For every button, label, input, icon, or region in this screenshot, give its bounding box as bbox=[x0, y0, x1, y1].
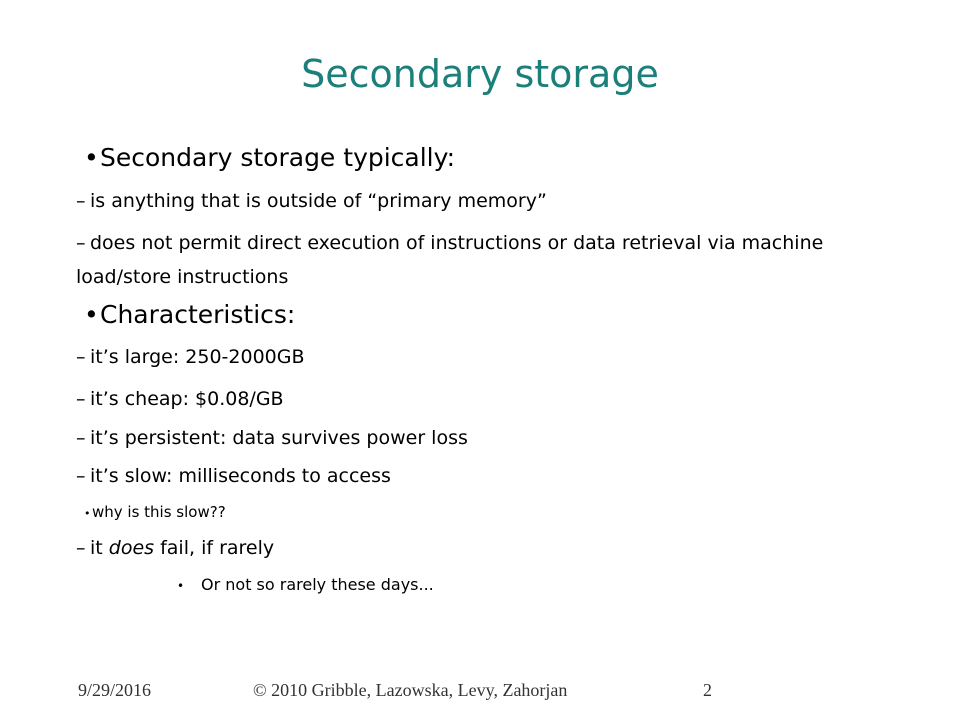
sub-item-text: is anything that is outside of “primary memory” bbox=[90, 190, 547, 212]
dash-icon: – bbox=[76, 537, 86, 559]
dash-icon: – bbox=[76, 190, 86, 212]
sub-sub-bullet-not-rarely bbox=[177, 575, 434, 594]
sub-bullet-text: why is this slow?? bbox=[92, 503, 226, 521]
sub-item-persistent bbox=[76, 421, 468, 455]
sub-item-fail bbox=[76, 531, 274, 565]
sub-sub-bullet-text: Or not so rarely these days... bbox=[201, 575, 434, 594]
fail-prefix: it bbox=[90, 537, 109, 559]
sub-item-cheap bbox=[76, 382, 284, 416]
bullet-text: Characteristics: bbox=[100, 300, 296, 329]
dash-icon: – bbox=[76, 346, 86, 368]
sub-item-slow bbox=[76, 459, 391, 493]
sub-bullet-why-slow bbox=[84, 503, 226, 521]
bullet-icon: • bbox=[84, 507, 91, 520]
dash-icon: – bbox=[76, 388, 86, 410]
bullet-text: Secondary storage typically: bbox=[100, 143, 456, 172]
bullet-icon: • bbox=[84, 143, 99, 172]
slide-title: Secondary storage bbox=[301, 52, 659, 96]
fail-emphasis: does bbox=[108, 537, 155, 559]
footer-page-number: 2 bbox=[703, 680, 712, 700]
bullet-secondary-storage bbox=[84, 143, 455, 172]
sub-item-text: it’s slow: milliseconds to access bbox=[90, 465, 391, 487]
dash-icon: – bbox=[76, 232, 86, 254]
dash-icon: – bbox=[76, 465, 86, 487]
bullet-characteristics bbox=[84, 300, 295, 329]
footer-copyright: © 2010 Gribble, Lazowska, Levy, Zahorjan bbox=[253, 680, 568, 700]
sub-item-text: it’s large: 250-2000GB bbox=[90, 346, 305, 368]
sub-item-outside-primary bbox=[76, 184, 547, 218]
sub-item-large bbox=[76, 340, 305, 374]
footer-date: 9/29/2016 bbox=[78, 680, 152, 700]
bullet-icon: • bbox=[177, 579, 185, 593]
sub-item-no-direct-execution bbox=[76, 226, 896, 294]
dash-icon: – bbox=[76, 427, 86, 449]
fail-suffix: fail, if rarely bbox=[154, 537, 275, 559]
bullet-icon: • bbox=[84, 300, 99, 329]
sub-item-text: it’s cheap: $0.08/GB bbox=[90, 388, 284, 410]
sub-item-text: it’s persistent: data survives power loss bbox=[90, 427, 468, 449]
sub-item-text: does not permit direct execution of instructions or data retrieval via machine load/store instructions bbox=[76, 232, 824, 288]
